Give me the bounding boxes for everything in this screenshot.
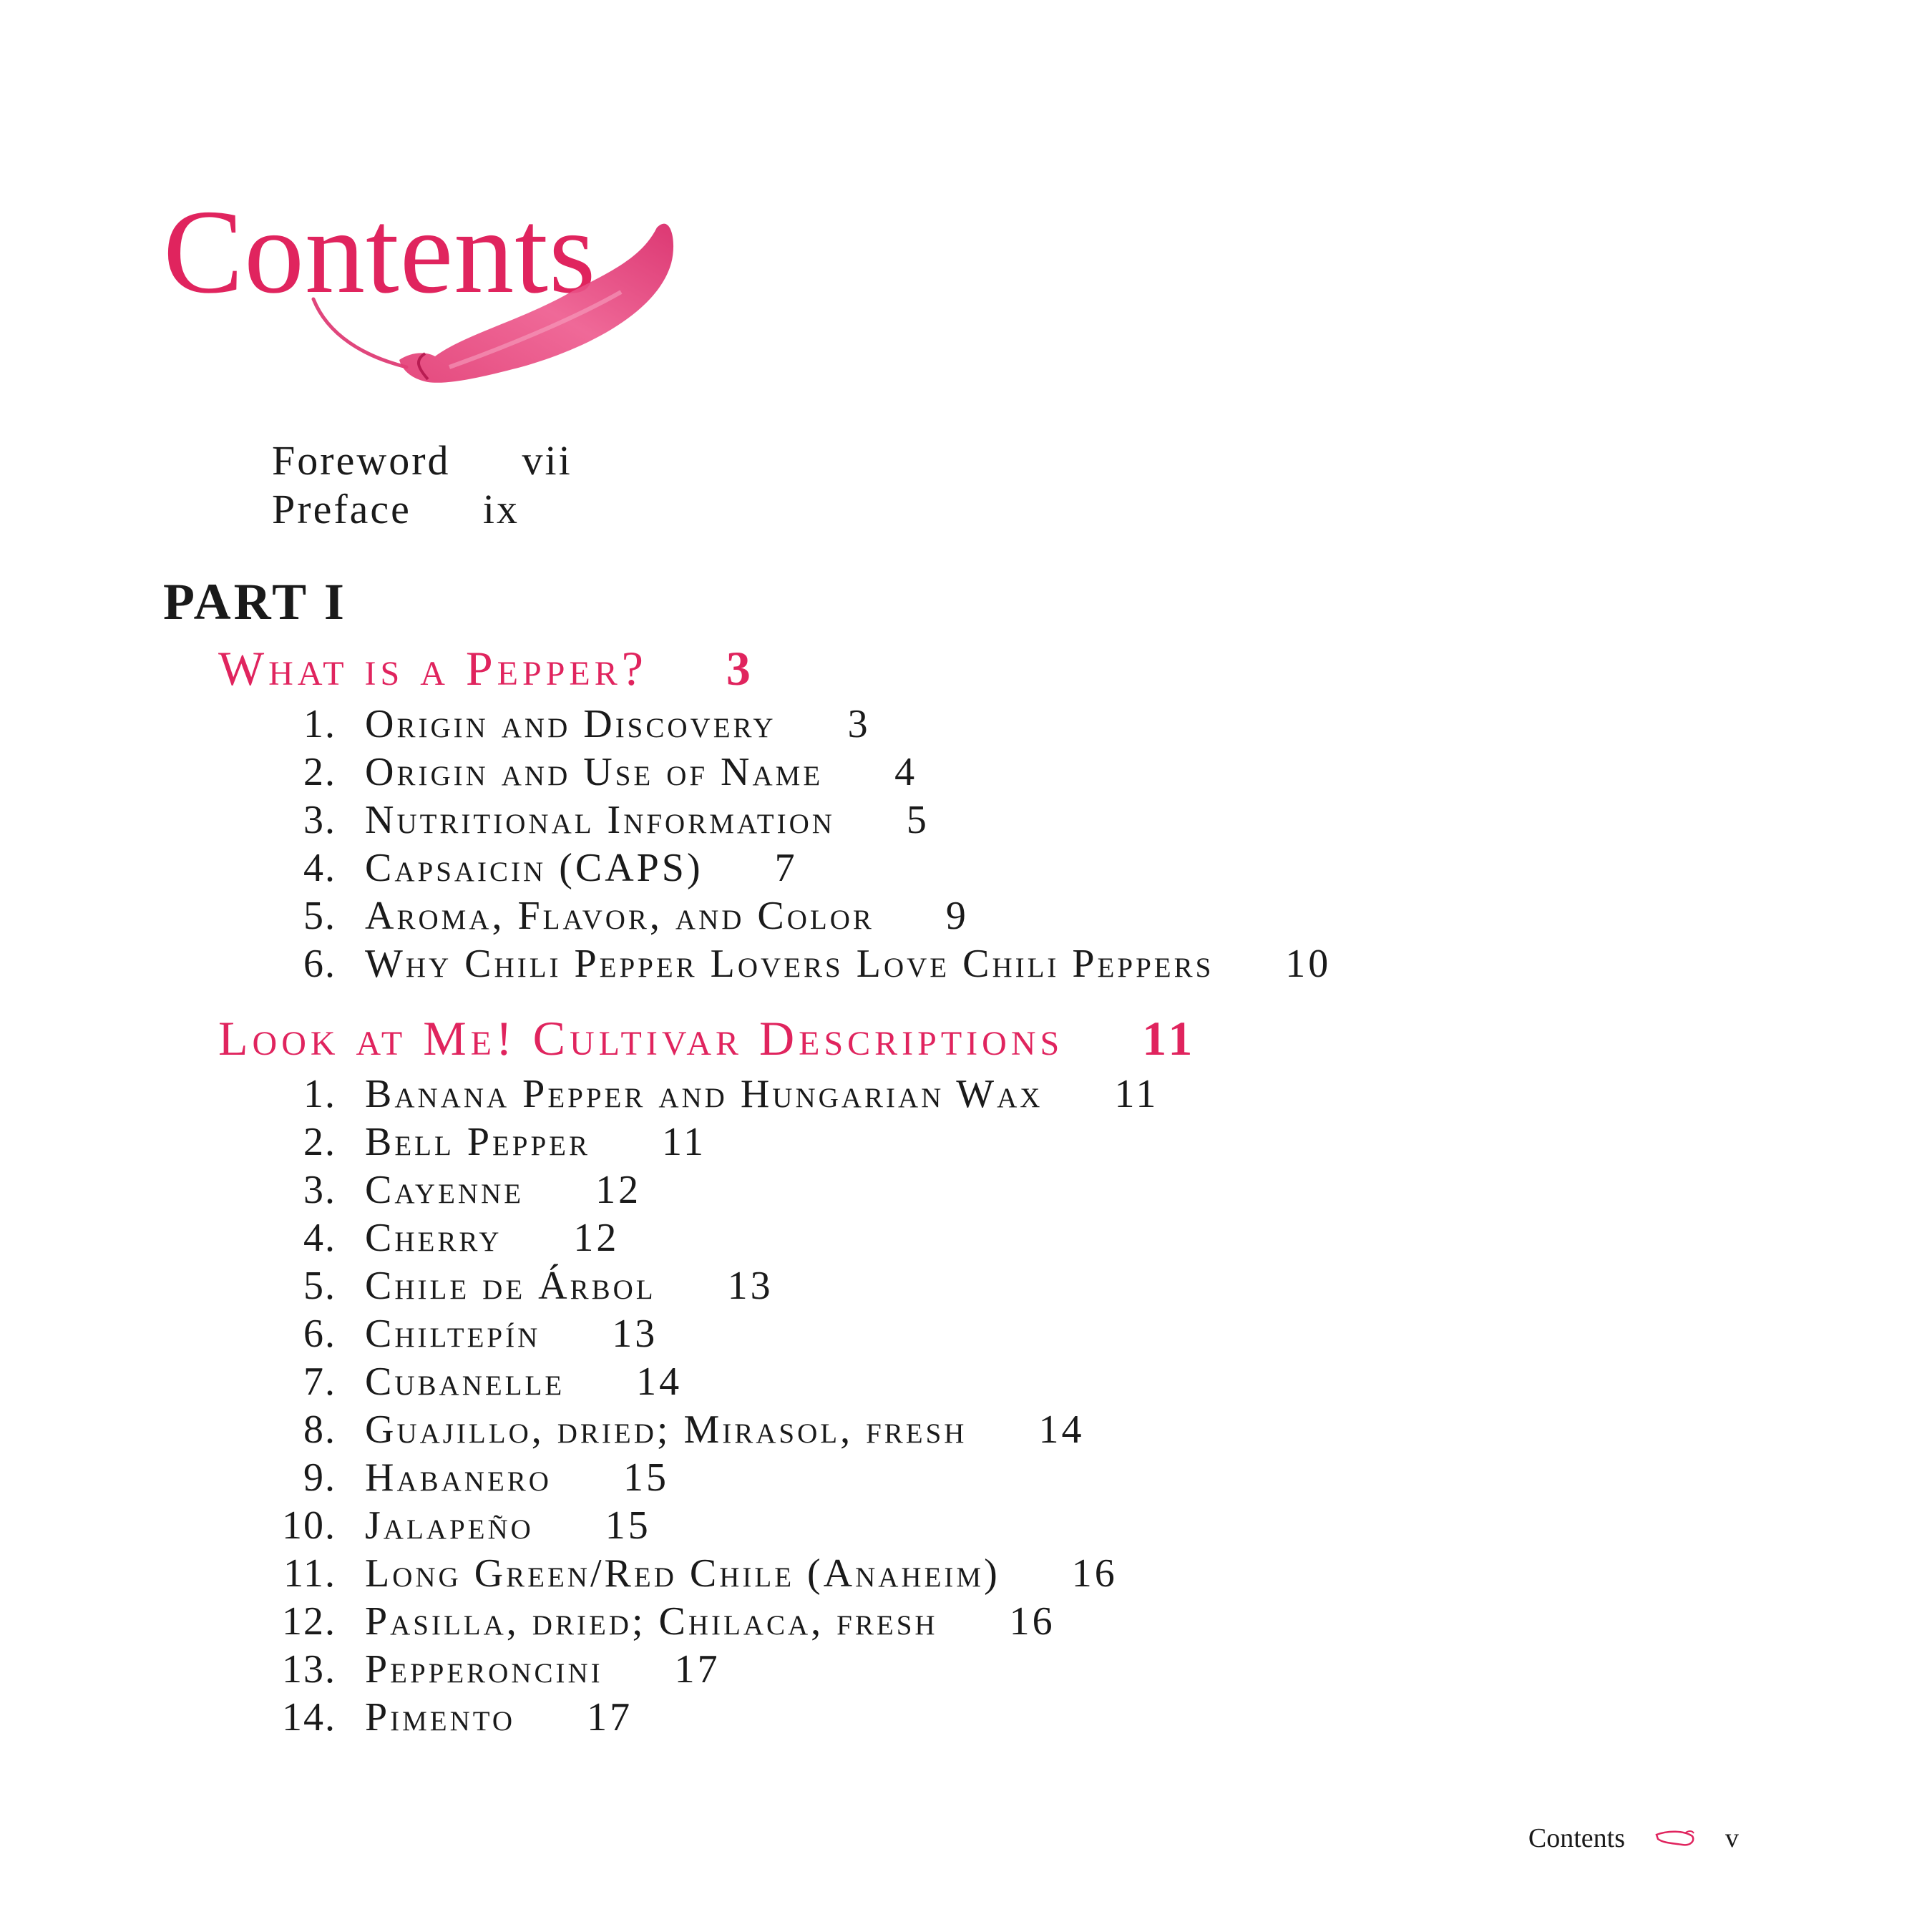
front-matter-page: vii — [522, 437, 572, 484]
entry-number: 10. — [282, 1503, 336, 1548]
entry-label: Cubanelle — [365, 1360, 565, 1404]
footer-label: Contents — [1528, 1823, 1625, 1853]
entry-label: Aroma, Flavor, and Color — [365, 894, 874, 938]
entry-page: 13 — [727, 1264, 774, 1308]
entry-page: 3 — [847, 702, 871, 746]
entry-number: 11. — [283, 1551, 336, 1596]
entry-page: 7 — [774, 846, 798, 890]
entry-label: Pimento — [365, 1695, 516, 1740]
page-footer — [1528, 1823, 1739, 1854]
entry-number: 4. — [303, 1216, 336, 1260]
entry-number: 13. — [282, 1647, 336, 1692]
chapter-heading[interactable] — [218, 1010, 1196, 1067]
entry-number: 9. — [303, 1455, 336, 1500]
front-matter-label: Preface — [272, 486, 411, 532]
entry-page: 5 — [906, 798, 930, 842]
chapter-title: What is a Pepper? — [218, 641, 648, 696]
entry-label: Long Green/Red Chile (Anaheim) — [365, 1551, 1000, 1596]
entry-page: 15 — [605, 1503, 651, 1548]
entry-label: Chile de Árbol — [365, 1264, 656, 1308]
entry-number: 14. — [282, 1695, 336, 1740]
entry-label: Bell Pepper — [365, 1120, 591, 1164]
part-heading: PART I — [163, 573, 347, 630]
entry-label: Chiltepín — [365, 1312, 541, 1356]
entry-label: Pepperoncini — [365, 1647, 603, 1692]
entry-label: Cayenne — [365, 1168, 525, 1212]
entry-label: Why Chili Pepper Lovers Love Chili Peppers — [365, 942, 1214, 986]
entry-label: Origin and Use of Name — [365, 750, 824, 794]
entry-page: 14 — [1038, 1407, 1085, 1452]
entry-number: 2. — [303, 1120, 336, 1164]
entry-number: 6. — [303, 1312, 336, 1356]
entry-label: Cherry — [365, 1216, 502, 1260]
entry-page: 16 — [1009, 1599, 1055, 1644]
entry-page: 17 — [674, 1647, 721, 1692]
front-matter-preface[interactable] — [272, 485, 519, 534]
entry-page: 14 — [636, 1360, 683, 1404]
chapter-page: 3 — [726, 641, 755, 696]
front-matter-foreword[interactable] — [272, 436, 572, 485]
entry-label: Capsaicin (CAPS) — [365, 846, 703, 890]
footer-folio: v — [1725, 1823, 1739, 1853]
entry-number: 1. — [303, 1072, 336, 1116]
entry-label: Origin and Discovery — [365, 702, 776, 746]
entry-page: 13 — [612, 1312, 658, 1356]
entry-page: 11 — [662, 1120, 706, 1164]
entry-number: 6. — [303, 942, 336, 986]
chapter-heading[interactable] — [218, 640, 755, 697]
entry-page: 15 — [623, 1455, 669, 1500]
entry-number: 3. — [303, 1168, 336, 1212]
page-title: Contents — [163, 185, 597, 318]
entry-number: 1. — [303, 702, 336, 746]
chili-pepper-illustration — [285, 213, 693, 399]
entry-number: 2. — [303, 750, 336, 794]
entry-page: 17 — [587, 1695, 633, 1740]
entry-page: 11 — [1114, 1072, 1159, 1116]
entry-number: 4. — [303, 846, 336, 890]
chapter-page: 11 — [1142, 1011, 1197, 1065]
entry-page: 16 — [1071, 1551, 1118, 1596]
front-matter-label: Foreword — [272, 437, 451, 484]
entry-label: Habanero — [365, 1455, 552, 1500]
entry-page: 4 — [894, 750, 918, 794]
entry-label: Guajillo, dried; Mirasol, fresh — [365, 1407, 967, 1452]
chapter-title: Look at Me! Cultivar Descriptions — [218, 1011, 1064, 1065]
entry-page: 12 — [595, 1168, 642, 1212]
entry-label: Nutritional Information — [365, 798, 835, 842]
entry-page: 12 — [573, 1216, 620, 1260]
entry-number: 3. — [303, 798, 336, 842]
entry-number: 8. — [303, 1407, 336, 1452]
entry-page: 9 — [945, 894, 969, 938]
entry-label: Jalapeño — [365, 1503, 534, 1548]
entry-number: 5. — [303, 894, 336, 938]
entry-number: 5. — [303, 1264, 336, 1308]
entry-label: Banana Pepper and Hungarian Wax — [365, 1072, 1043, 1116]
entry-number: 7. — [303, 1360, 336, 1404]
front-matter-page: ix — [482, 486, 519, 532]
chili-pepper-icon — [1654, 1828, 1697, 1849]
entry-number: 12. — [282, 1599, 336, 1644]
entry-label: Pasilla, dried; Chilaca, fresh — [365, 1599, 938, 1644]
entry-page: 10 — [1285, 942, 1332, 986]
title-block — [163, 185, 678, 406]
